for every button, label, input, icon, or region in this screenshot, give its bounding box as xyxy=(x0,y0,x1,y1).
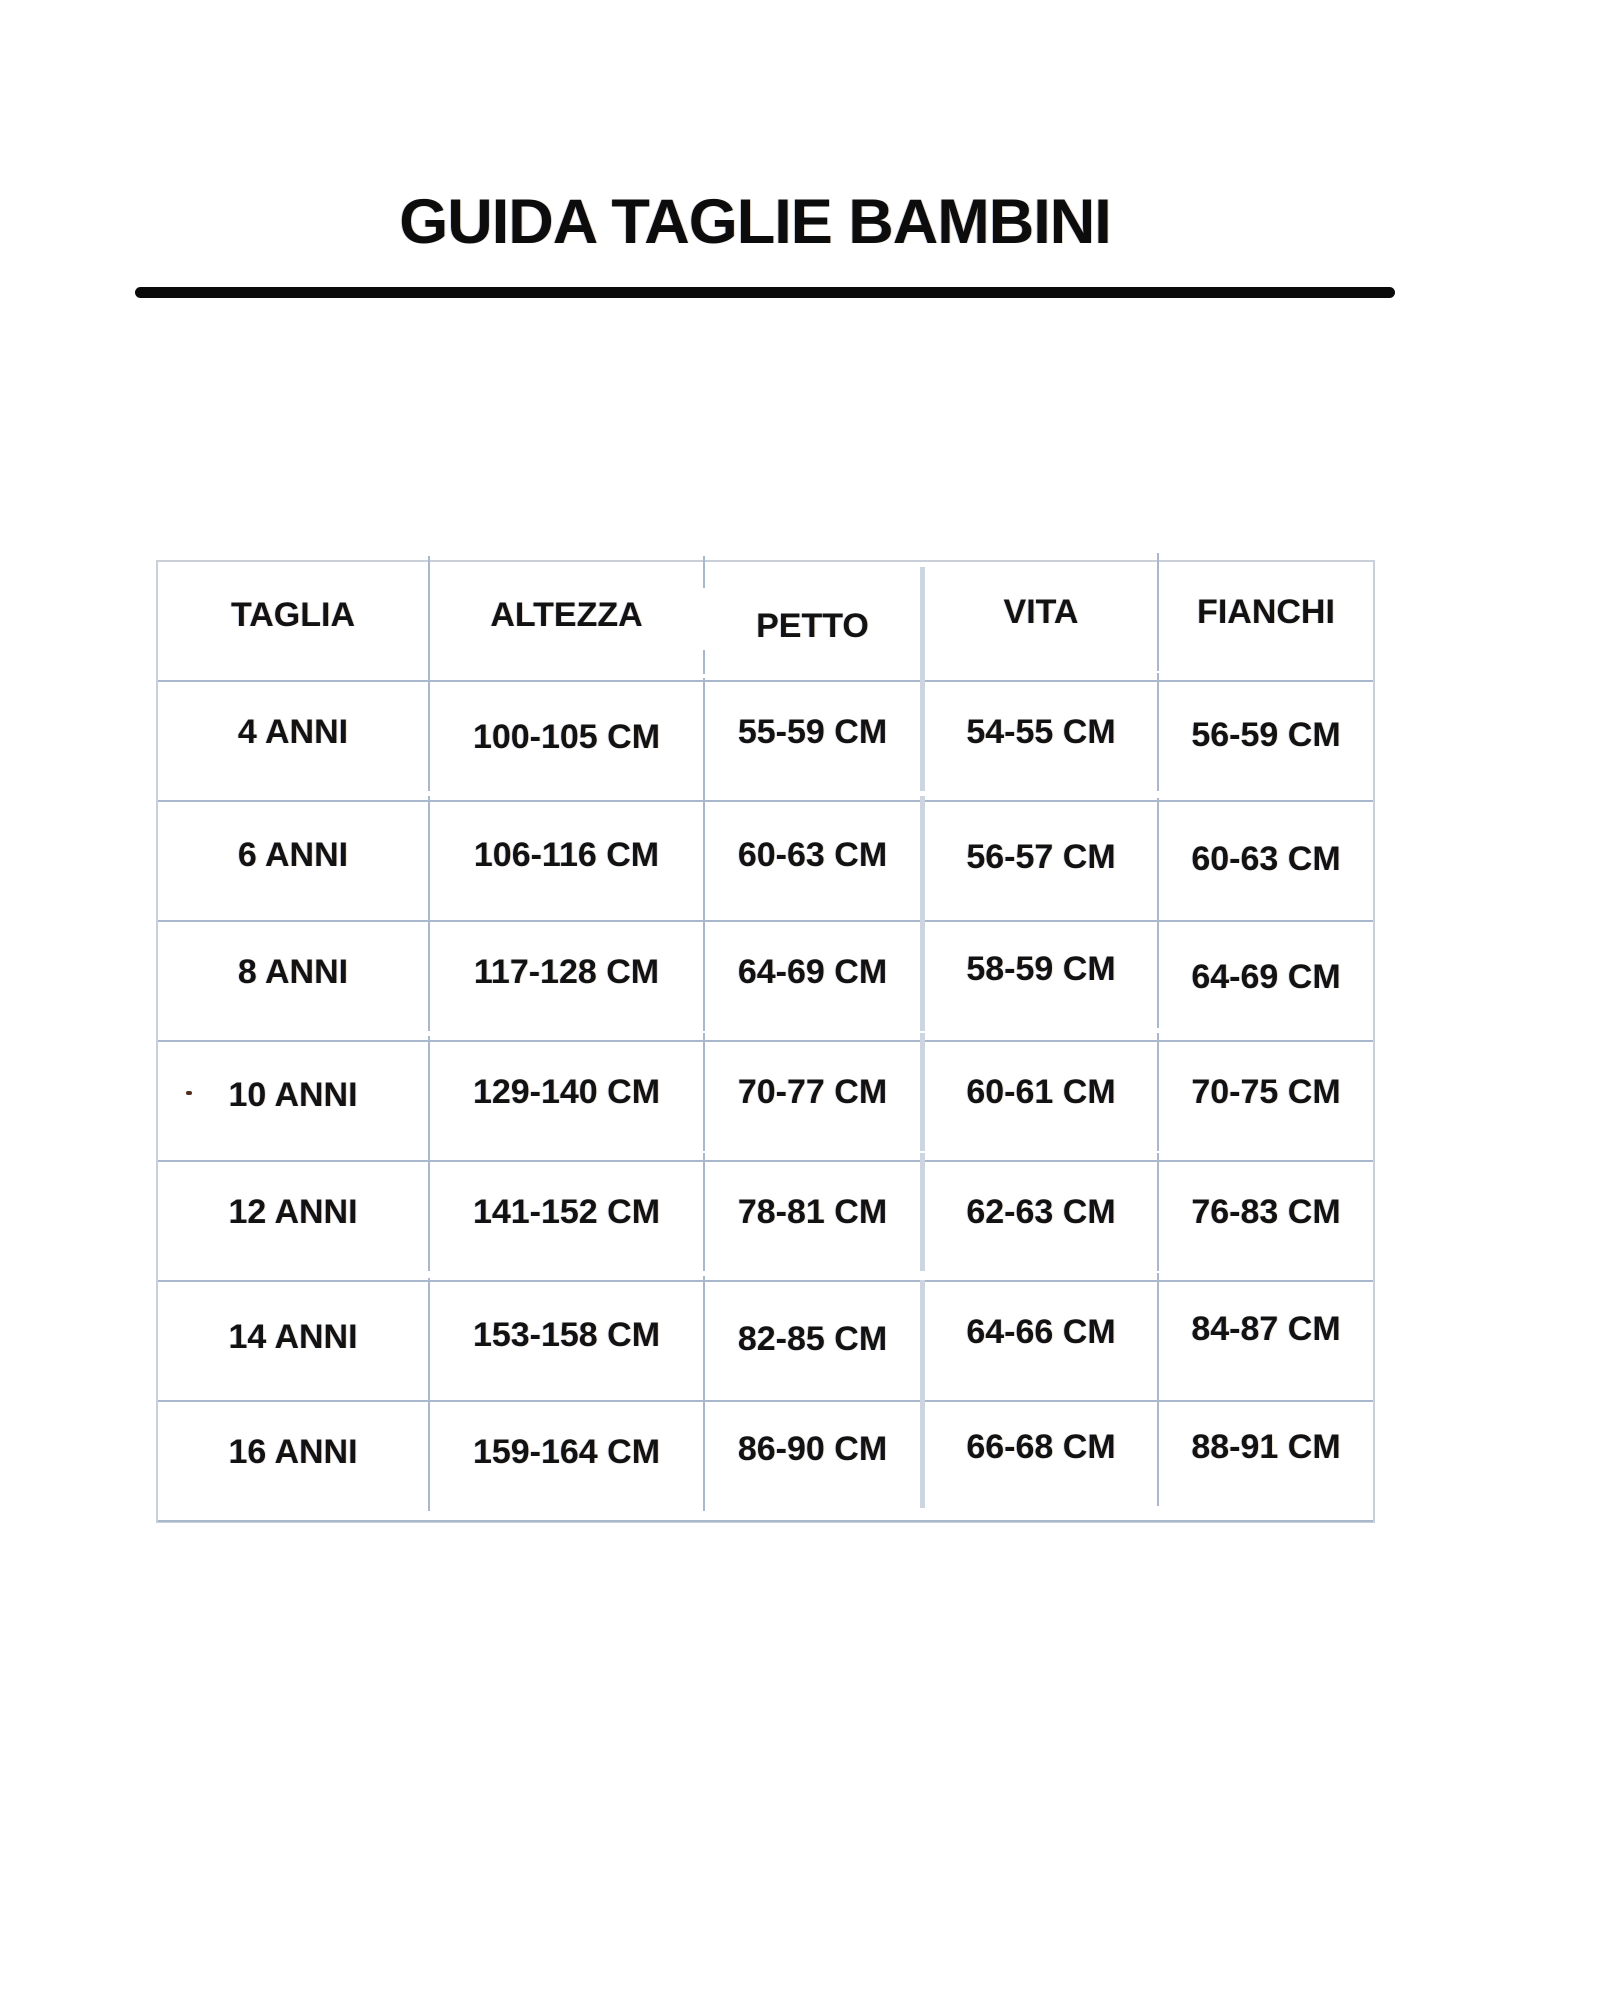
cell-taglia: 6 ANNI xyxy=(158,796,430,914)
header-cell-petto: PETTO xyxy=(705,567,925,685)
table-row xyxy=(158,1042,1373,1162)
table-row xyxy=(158,1162,1373,1282)
divider-gap-artifact xyxy=(699,588,707,650)
cell-taglia: 10 ANNI xyxy=(158,1036,430,1154)
cell-petto: 82-85 CM xyxy=(705,1280,925,1398)
cell-vita: 66-68 CM xyxy=(925,1388,1159,1506)
table-row xyxy=(158,1402,1373,1522)
cell-altezza: 100-105 CM xyxy=(430,678,705,796)
cell-fianchi: 60-63 CM xyxy=(1191,839,1341,878)
cell-petto: 55-59 CM xyxy=(705,673,925,791)
cell-altezza: 153-158 CM xyxy=(430,1276,705,1394)
cell-vita: 54-55 CM xyxy=(925,673,1159,791)
header-cell-taglia: TAGLIA xyxy=(158,556,430,674)
header-cell-altezza: ALTEZZA xyxy=(430,556,705,674)
cell-petto: 78-81 CM xyxy=(705,1153,925,1271)
cell-petto: 64-69 CM xyxy=(705,913,925,1031)
header-cell-fianchi: FIANCHI xyxy=(1197,592,1335,631)
title-underline xyxy=(135,287,1395,298)
cell-fianchi: 70-75 CM xyxy=(1191,1072,1341,1111)
cell-taglia: 14 ANNI xyxy=(158,1278,430,1396)
table-header-row xyxy=(158,562,1373,682)
cell-altezza: 159-164 CM xyxy=(430,1393,705,1511)
page-title: GUIDA TAGLIE BAMBINI xyxy=(399,187,1111,257)
cell-taglia: 4 ANNI xyxy=(158,673,430,791)
cell-vita: 60-61 CM xyxy=(925,1033,1159,1151)
cell-vita: 56-57 CM xyxy=(925,798,1159,916)
cell-fianchi: 84-87 CM xyxy=(1191,1309,1341,1348)
cell-taglia: 8 ANNI xyxy=(158,913,430,1031)
cell-altezza: 129-140 CM xyxy=(430,1033,705,1151)
cell-fianchi: 88-91 CM xyxy=(1191,1427,1341,1466)
size-table xyxy=(156,560,1375,1523)
cell-petto: 70-77 CM xyxy=(705,1033,925,1151)
cell-vita: 64-66 CM xyxy=(925,1273,1159,1391)
cell-fianchi: 76-83 CM xyxy=(1191,1192,1341,1231)
cell-taglia: 12 ANNI xyxy=(158,1153,430,1271)
cell-fianchi: 64-69 CM xyxy=(1191,957,1341,996)
cell-vita: 58-59 CM xyxy=(925,910,1159,1028)
cell-taglia: 16 ANNI xyxy=(158,1393,430,1511)
cell-vita: 62-63 CM xyxy=(925,1153,1159,1271)
cell-petto: 86-90 CM xyxy=(705,1390,925,1508)
header-cell-vita: VITA xyxy=(925,553,1159,671)
cell-petto: 60-63 CM xyxy=(705,796,925,914)
cell-altezza: 117-128 CM xyxy=(430,913,705,1031)
table-row xyxy=(158,1282,1373,1402)
table-row xyxy=(158,802,1373,922)
cell-fianchi: 56-59 CM xyxy=(1191,715,1341,754)
speck-artifact xyxy=(186,1091,192,1095)
cell-altezza: 106-116 CM xyxy=(430,796,705,914)
cell-altezza: 141-152 CM xyxy=(430,1153,705,1271)
table-row xyxy=(158,922,1373,1042)
table-row xyxy=(158,682,1373,802)
